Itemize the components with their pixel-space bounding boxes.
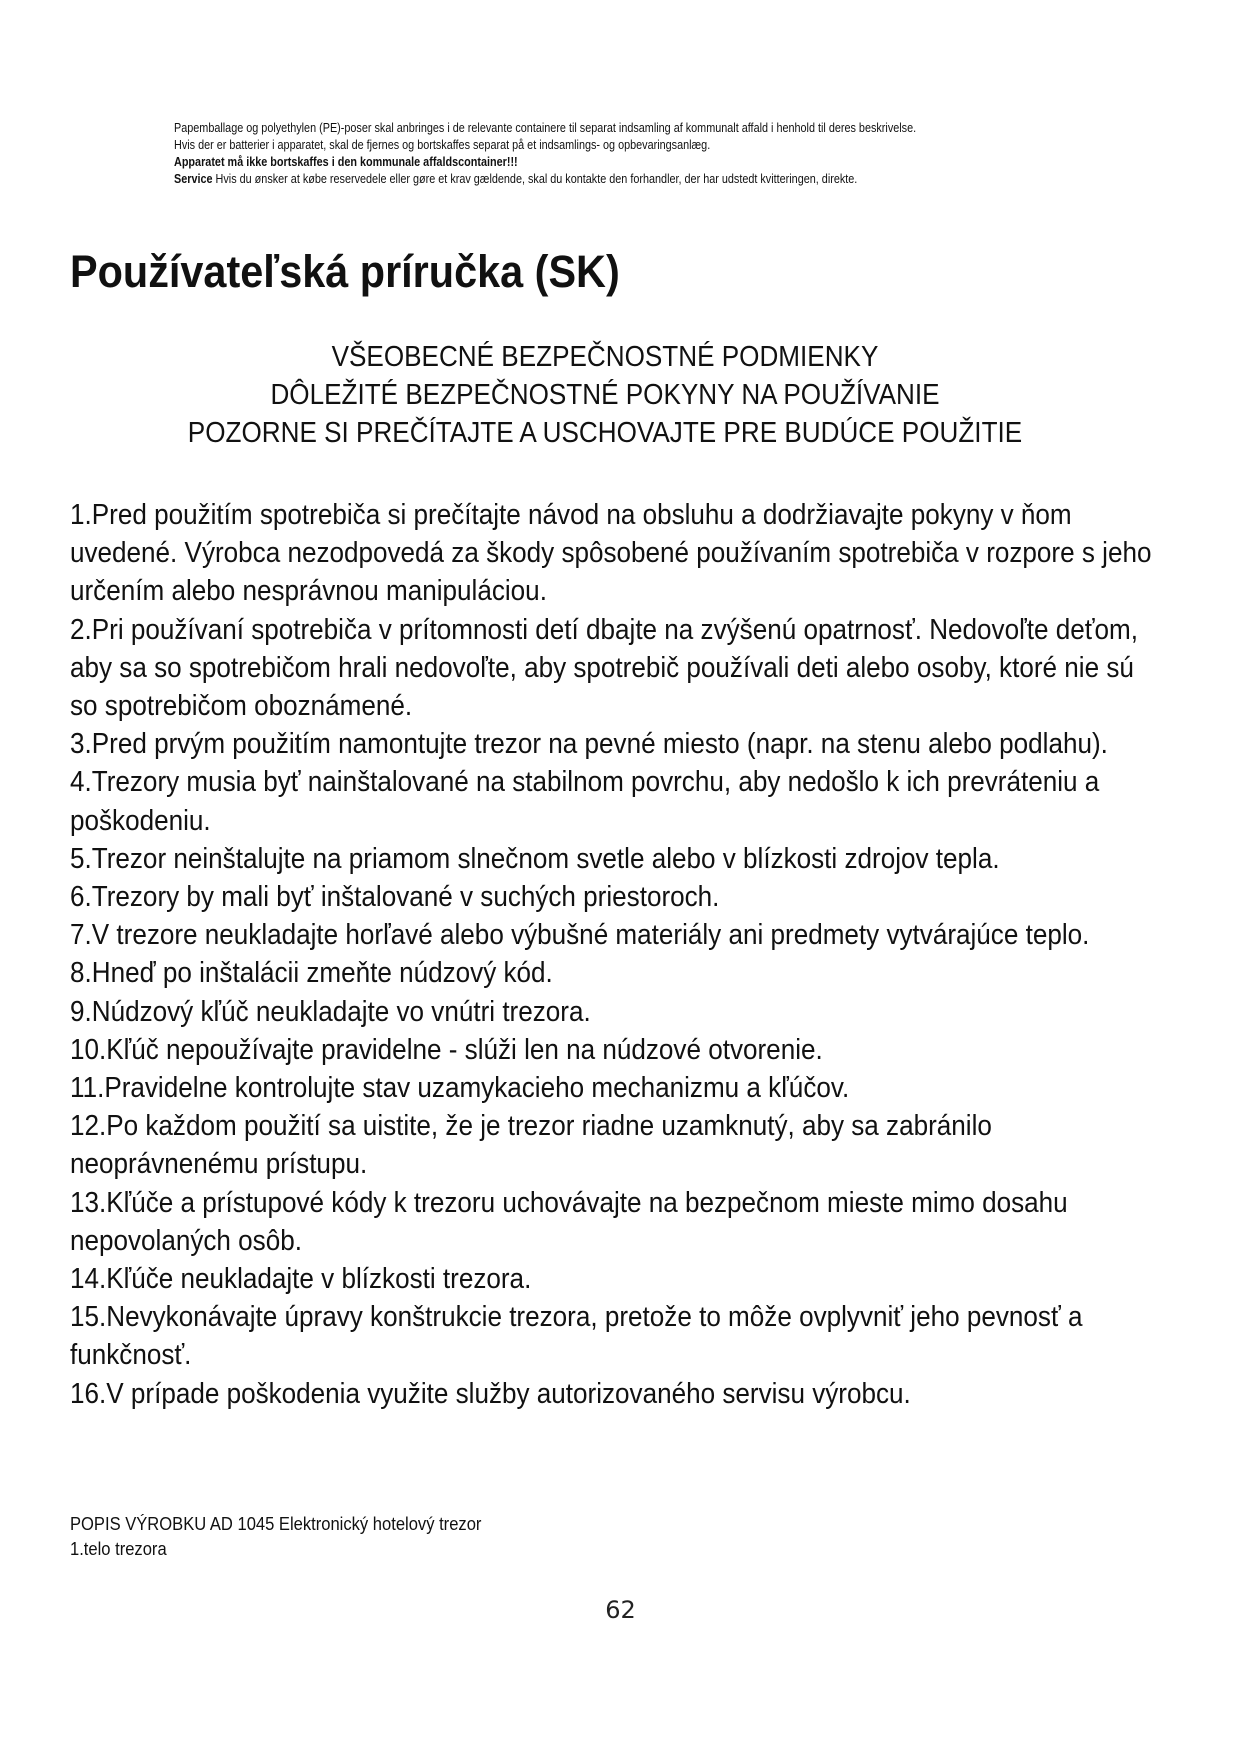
product-description-title: POPIS VÝROBKU AD 1045 Elektronický hotelový trezor [70, 1514, 482, 1534]
safety-rule: 16.V prípade poškodenia využite služby autorizovaného servisu výrobcu. [70, 1377, 911, 1410]
safety-rule: 12.Po každom použití sa uistite, že je trezor riadne uzamknutý, aby sa zabránilo neoprávnenému prístupu. [70, 1110, 992, 1181]
page-number: 62 [605, 1596, 636, 1624]
safety-rule: 4.Trezory musia byť nainštalované na stabilnom povrchu, aby nedošlo k ich prevráteniu a poškodeniu. [70, 766, 1100, 837]
safety-rule: 9.Núdzový kľúč neukladajte vo vnútri trezora. [70, 995, 591, 1028]
safety-rule: 6.Trezory by mali byť inštalované v suchých priestoroch. [70, 881, 720, 914]
danish-service-text: Hvis du ønsker at købe reservedele eller gøre et krav gældende, skal du kontakte den forhandler, der har udstedt kvitteringen, direkte. [212, 172, 858, 186]
product-part-item: 1.telo trezora [70, 1539, 167, 1559]
safety-rule: 10.Kľúč nepoužívajte pravidelne - slúži len na núdzové otvorenie. [70, 1033, 823, 1066]
safety-rule: 1.Pred použitím spotrebiča si prečítajte návod na obsluhu a dodržiavajte pokyny v ňom uvedené. Výrobca nezodpovedá za škody spôsobené používaním spotrebiča v rozpore s jeho určením alebo nesprávnou manipuláciou. [70, 499, 1152, 608]
safety-heading-line-2: DÔLEŽITÉ BEZPEČNOSTNÉ POKYNY NA POUŽÍVANIE [270, 379, 940, 411]
danish-notice [174, 120, 1000, 196]
safety-rule: 13.Kľúče a prístupové kódy k trezoru uchovávajte na bezpečnom mieste mimo dosahu nepovolaných osôb. [70, 1186, 1068, 1257]
safety-rule: 7.V trezore neukladajte horľavé alebo výbušné materiály ani predmety vytvárajúce teplo. [70, 919, 1090, 952]
danish-notice-line-3 [174, 154, 1000, 171]
danish-notice-line-4 [174, 171, 1000, 188]
safety-rule: 3.Pred prvým použitím namontujte trezor na pevné miesto (napr. na stenu alebo podlahu). [70, 728, 1108, 761]
danish-notice-warning: Apparatet må ikke bortskaffes i den kommunale affaldscontainer!!! [174, 155, 518, 169]
page-title: Používateľská príručka (SK) [70, 246, 620, 297]
safety-rule: 14.Kľúče neukladajte v blízkosti trezora. [70, 1263, 532, 1296]
danish-notice-line-2: Hvis der er batterier i apparatet, skal de fjernes og bortskaffes separat på et indsamlings- og opbevaringsanlæg. [174, 138, 711, 152]
safety-rule: 11.Pravidelne kontrolujte stav uzamykacieho mechanizmu a kľúčov. [70, 1072, 850, 1105]
product-description [70, 1512, 481, 1562]
safety-rules-list [70, 496, 1150, 1413]
safety-heading-line-1: VŠEOBECNÉ BEZPEČNOSTNÉ PODMIENKY [331, 341, 879, 373]
safety-heading [60, 338, 1150, 452]
safety-rule: 8.Hneď po inštalácii zmeňte núdzový kód. [70, 957, 553, 990]
danish-notice-line-1: Papemballage og polyethylen (PE)-poser skal anbringes i de relevante containere til separat indsamling af kommunalt affald i henhold til deres beskrivelse. [174, 121, 917, 135]
safety-rule: 5.Trezor neinštalujte na priamom slnečnom svetle alebo v blízkosti zdrojov tepla. [70, 842, 1000, 875]
danish-service-label: Service [174, 172, 213, 186]
safety-heading-line-3: POZORNE SI PREČÍTAJTE A USCHOVAJTE PRE BUDÚCE POUŽITIE [187, 417, 1023, 449]
safety-rule: 15.Nevykonávajte úpravy konštrukcie trezora, pretože to môže ovplyvniť jeho pevnosť a funkčnosť. [70, 1301, 1083, 1372]
safety-rule: 2.Pri používaní spotrebiča v prítomnosti detí dbajte na zvýšenú opatrnosť. Nedovoľte deťom, aby sa so spotrebičom hrali nedovoľte, aby spotrebič používali deti alebo osoby, ktoré nie sú so spotrebičom oboznámené. [70, 613, 1138, 723]
